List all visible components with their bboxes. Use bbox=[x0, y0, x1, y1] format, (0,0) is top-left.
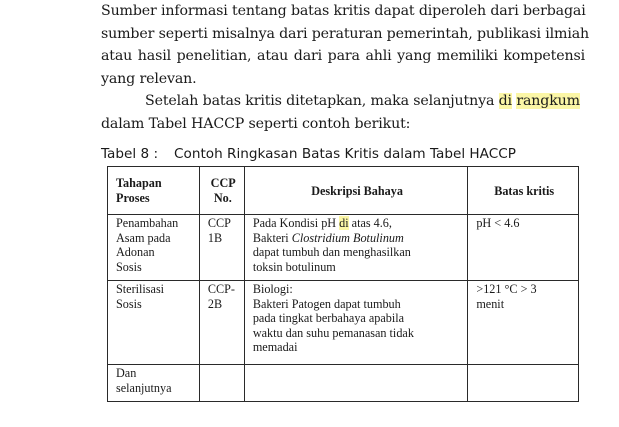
cell-text: waktu dan suhu pemanasan tidak bbox=[252, 325, 414, 340]
highlighted-word: rangkum bbox=[516, 93, 580, 109]
text-span: Setelah batas kritis ditetapkan, maka selanjutnya bbox=[145, 93, 499, 109]
cell-text: pH < 4.6 bbox=[476, 216, 520, 230]
header-deskripsi-bahaya: Deskripsi Bahaya bbox=[244, 167, 468, 215]
cell-text: menit bbox=[476, 296, 505, 311]
cell-text: toksin botulinum bbox=[252, 259, 336, 274]
cell-deskripsi bbox=[244, 215, 468, 281]
cell-text: Asam pada bbox=[116, 230, 171, 245]
cell-text: Sosis bbox=[116, 296, 142, 311]
text-span: Bakteri bbox=[252, 230, 292, 245]
cell-batas bbox=[468, 281, 579, 365]
paragraph-sumber-informasi bbox=[101, 0, 590, 90]
table-header-row bbox=[108, 167, 579, 215]
cell-text: selanjutnya bbox=[116, 380, 172, 395]
text-line: atau hasil penelitian, atau dari para ahli yang memiliki kompetensi bbox=[101, 48, 585, 64]
cell-deskripsi bbox=[244, 281, 468, 365]
cell-text bbox=[253, 216, 462, 231]
header-text: Tahapan bbox=[116, 176, 162, 191]
text-span: atas 4.6, bbox=[348, 216, 392, 230]
table-row bbox=[108, 215, 579, 281]
cell-text: Bakteri Patogen dapat tumbuh bbox=[252, 296, 401, 311]
cell-text: >121 °C > 3 bbox=[476, 282, 537, 296]
cell-proses bbox=[108, 281, 200, 365]
header-text: CCP bbox=[210, 176, 236, 191]
table-row bbox=[108, 365, 579, 402]
cell-text: 2B bbox=[207, 296, 223, 311]
paragraph-setelah-batas-kritis bbox=[101, 90, 585, 135]
cell-text: Sosis bbox=[116, 259, 142, 274]
text-line: sumber seperti misalnya dari peraturan pemerintah, publikasi ilmiah bbox=[101, 25, 590, 42]
text-line: Sumber informasi tentang batas kritis dapat diperoleh dari berbagai bbox=[101, 3, 586, 19]
species-name: Clostridium Botulinum bbox=[291, 230, 404, 245]
cell-text: Adonan bbox=[116, 245, 155, 260]
table-row bbox=[108, 281, 579, 365]
cell-text: Biologi: bbox=[252, 282, 293, 296]
header-text: No. bbox=[213, 191, 232, 205]
text-span: Pada Kondisi pH bbox=[252, 216, 340, 230]
text-line: dalam Tabel HACCP seperti contoh berikut: bbox=[101, 115, 411, 132]
cell-text: pada tingkat berbahaya apabila bbox=[252, 311, 405, 326]
highlighted-word: di bbox=[498, 93, 512, 109]
cell-text: Dan bbox=[116, 366, 137, 380]
text-line: yang relevan. bbox=[101, 70, 197, 87]
caption-label: Tabel 8 : bbox=[101, 146, 159, 162]
header-batas-kritis: Batas kritis bbox=[468, 167, 579, 215]
cell-proses bbox=[108, 215, 200, 281]
cell-batas bbox=[468, 215, 579, 281]
cell-batas bbox=[468, 365, 579, 402]
cell-ccp bbox=[199, 281, 244, 365]
cell-text bbox=[253, 231, 462, 246]
cell-deskripsi bbox=[244, 365, 468, 402]
cell-text: dapat tumbuh dan menghasilkan bbox=[252, 245, 411, 260]
cell-text: 1B bbox=[207, 230, 223, 245]
cell-ccp bbox=[199, 365, 244, 402]
table-caption bbox=[101, 145, 581, 163]
highlighted-word: di bbox=[339, 216, 349, 230]
caption-text: Contoh Ringkasan Batas Kritis dalam Tabel HACCP bbox=[174, 146, 516, 162]
header-ccp-no bbox=[199, 167, 244, 215]
cell-text: Sterilisasi bbox=[116, 282, 165, 296]
header-tahapan-proses bbox=[108, 167, 200, 215]
cell-text: memadai bbox=[252, 340, 298, 355]
haccp-table bbox=[107, 166, 579, 402]
cell-ccp bbox=[199, 215, 244, 281]
cell-text: CCP bbox=[207, 216, 231, 230]
cell-text: CCP- bbox=[207, 282, 235, 296]
text-line bbox=[101, 90, 585, 113]
cell-text: Penambahan bbox=[116, 216, 179, 230]
cell-proses bbox=[108, 365, 200, 402]
header-text: Proses bbox=[116, 191, 150, 205]
